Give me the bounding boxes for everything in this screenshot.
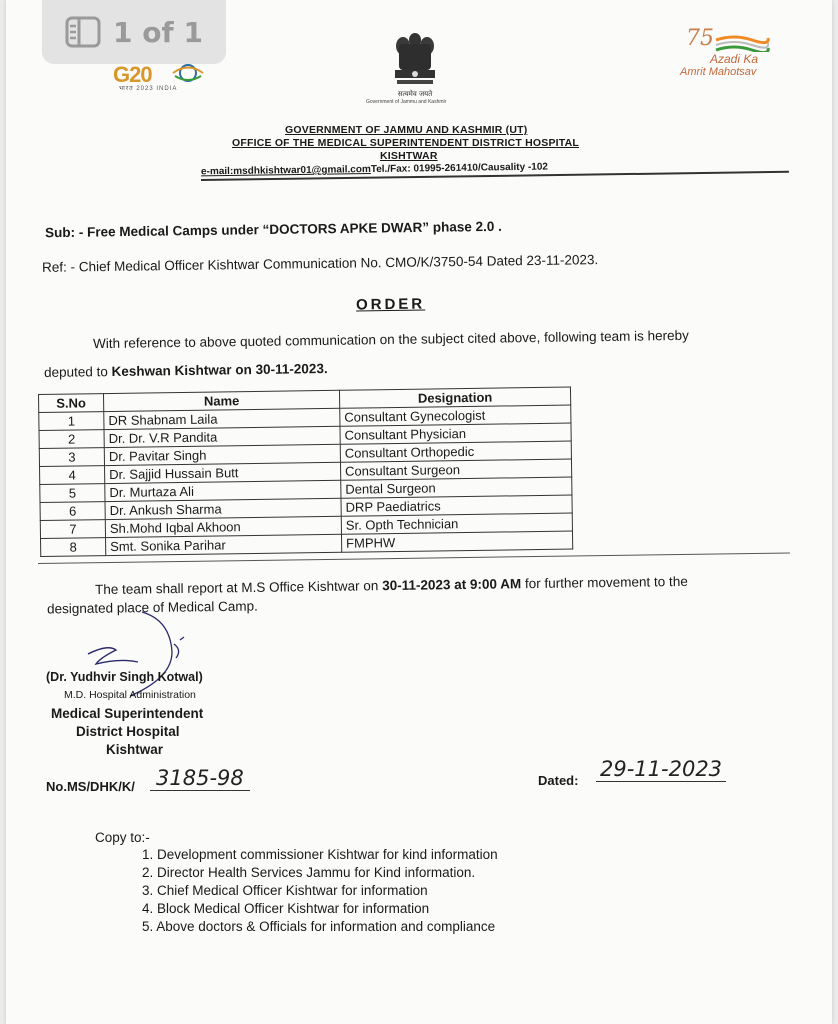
col-header-name: Name: [104, 390, 340, 411]
cell-sno: 4: [40, 466, 105, 485]
signatory-degree: M.D. Hospital Administration: [64, 689, 196, 701]
azadi-logo: 75 Azadi Ka Amrit Mahotsav: [676, 26, 786, 86]
col-header-designation: Designation: [339, 387, 570, 408]
flag-wave-icon: [714, 34, 770, 52]
cell-sno: 7: [40, 520, 105, 539]
signatory-hospital: District Hospital: [76, 724, 180, 739]
list-item: 4. Block Medical Officer Kishtwar for information: [142, 901, 430, 916]
cell-designation: Sr. Opth Technician: [341, 513, 572, 534]
subject-line: Sub: - Free Medical Camps under “DOCTORS APKE DWAR” phase 2.0 .: [44, 218, 502, 241]
cell-name: Dr. Ankush Sharma: [105, 498, 341, 519]
list-item: 3. Chief Medical Officer Kishtwar for information: [142, 883, 428, 898]
cell-name: Sh.Mohd Iqbal Akhoon: [105, 516, 341, 537]
emblem-caption: Government of Jammu and Kashmir: [366, 99, 447, 105]
copy-to-label: Copy to:-: [95, 830, 150, 845]
team-table: [38, 387, 573, 557]
header-government: GOVERNMENT OF JAMMU AND KASHMIR (UT): [285, 124, 528, 136]
cell-name: DR Shabnam Laila: [104, 408, 340, 429]
national-emblem-icon: [385, 30, 445, 110]
svg-text:सत्यमेव जयते: सत्यमेव जयते: [397, 90, 433, 98]
email-address: e-mail:msdhkishtwar01@gmail.com: [200, 164, 371, 178]
cell-sno: 1: [39, 412, 104, 431]
reference-number-label: No.MS/DHK/K/: [46, 779, 135, 794]
cell-name: Dr. Murtaza Ali: [105, 480, 341, 501]
copy-to-list: [142, 846, 498, 936]
cell-designation: Dental Surgeon: [341, 477, 572, 498]
cell-designation: Consultant Gynecologist: [340, 405, 571, 426]
report-datetime: 30-11-2023 at 9:00 AM: [382, 576, 522, 594]
cell-designation: FMPHW: [341, 531, 572, 552]
col-header-sno: S.No: [39, 394, 104, 413]
cell-sno: 3: [39, 448, 104, 467]
tel-fax: Tel./Fax: 01995-261410/Causality -102: [370, 161, 549, 176]
order-title: ORDER: [355, 295, 426, 314]
page-indicator[interactable]: [42, 0, 226, 64]
cell-sno: 2: [39, 430, 104, 449]
cell-name: Smt. Sonika Parihar: [106, 534, 342, 555]
report-line-1: The team shall report at M.S Office Kishtwar on 30-11-2023 at 9:00 AM for further movement to the: [94, 573, 688, 598]
report-line-2: designated place of Medical Camp.: [46, 598, 258, 617]
header-office: OFFICE OF THE MEDICAL SUPERINTENDENT DISTRICT HOSPITAL: [232, 137, 579, 149]
cell-name: Dr. Pavitar Singh: [104, 444, 340, 465]
dated-label: Dated:: [538, 773, 579, 788]
cell-designation: DRP Paediatrics: [341, 495, 572, 516]
intro-line-1: With reference to above quoted communication on the subject cited above, following team is hereby: [92, 327, 689, 352]
cell-sno: 8: [41, 538, 106, 557]
signature-mark: [60, 600, 240, 720]
cell-name: Dr. Sajjid Hussain Butt: [105, 462, 341, 483]
reference-number-handwritten: 3185-98: [150, 766, 250, 791]
cell-designation: Consultant Physician: [340, 423, 571, 444]
cell-sno: 5: [40, 484, 105, 503]
cell-sno: 6: [40, 502, 105, 521]
dated-handwritten: 29-11-2023: [596, 757, 726, 782]
header-city: KISHTWAR: [380, 150, 438, 162]
cell-name: Dr. Dr. V.R Pandita: [104, 426, 340, 447]
intro-destination: Keshwan Kishtwar on 30-11-2023.: [111, 361, 328, 380]
intro-line-2: deputed to Keshwan Kishtwar on 30-11-2023.: [43, 361, 328, 380]
cell-designation: Consultant Orthopedic: [340, 441, 571, 462]
signatory-title: Medical Superintendent: [51, 706, 204, 721]
signatory-place: Kishtwar: [106, 742, 164, 757]
globe-icon: [171, 64, 205, 82]
list-item: 2. Director Health Services Jammu for Kind information.: [142, 865, 476, 880]
page-indicator-text: 1 of 1: [113, 15, 203, 49]
page-view-icon: [65, 16, 101, 48]
cell-designation: Consultant Surgeon: [340, 459, 571, 480]
signatory-name: (Dr. Yudhvir Singh Kotwal): [46, 670, 203, 684]
list-item: 5. Above doctors & Officials for information and compliance: [142, 919, 496, 934]
reference-line: Ref: - Chief Medical Officer Kishtwar Communication No. CMO/K/3750-54 Dated 23-11-2023.: [41, 252, 599, 275]
list-item: 1. Development commissioner Kishtwar for kind information: [142, 847, 498, 862]
g20-logo: G20 भारत 2023 INDIA: [113, 62, 213, 92]
